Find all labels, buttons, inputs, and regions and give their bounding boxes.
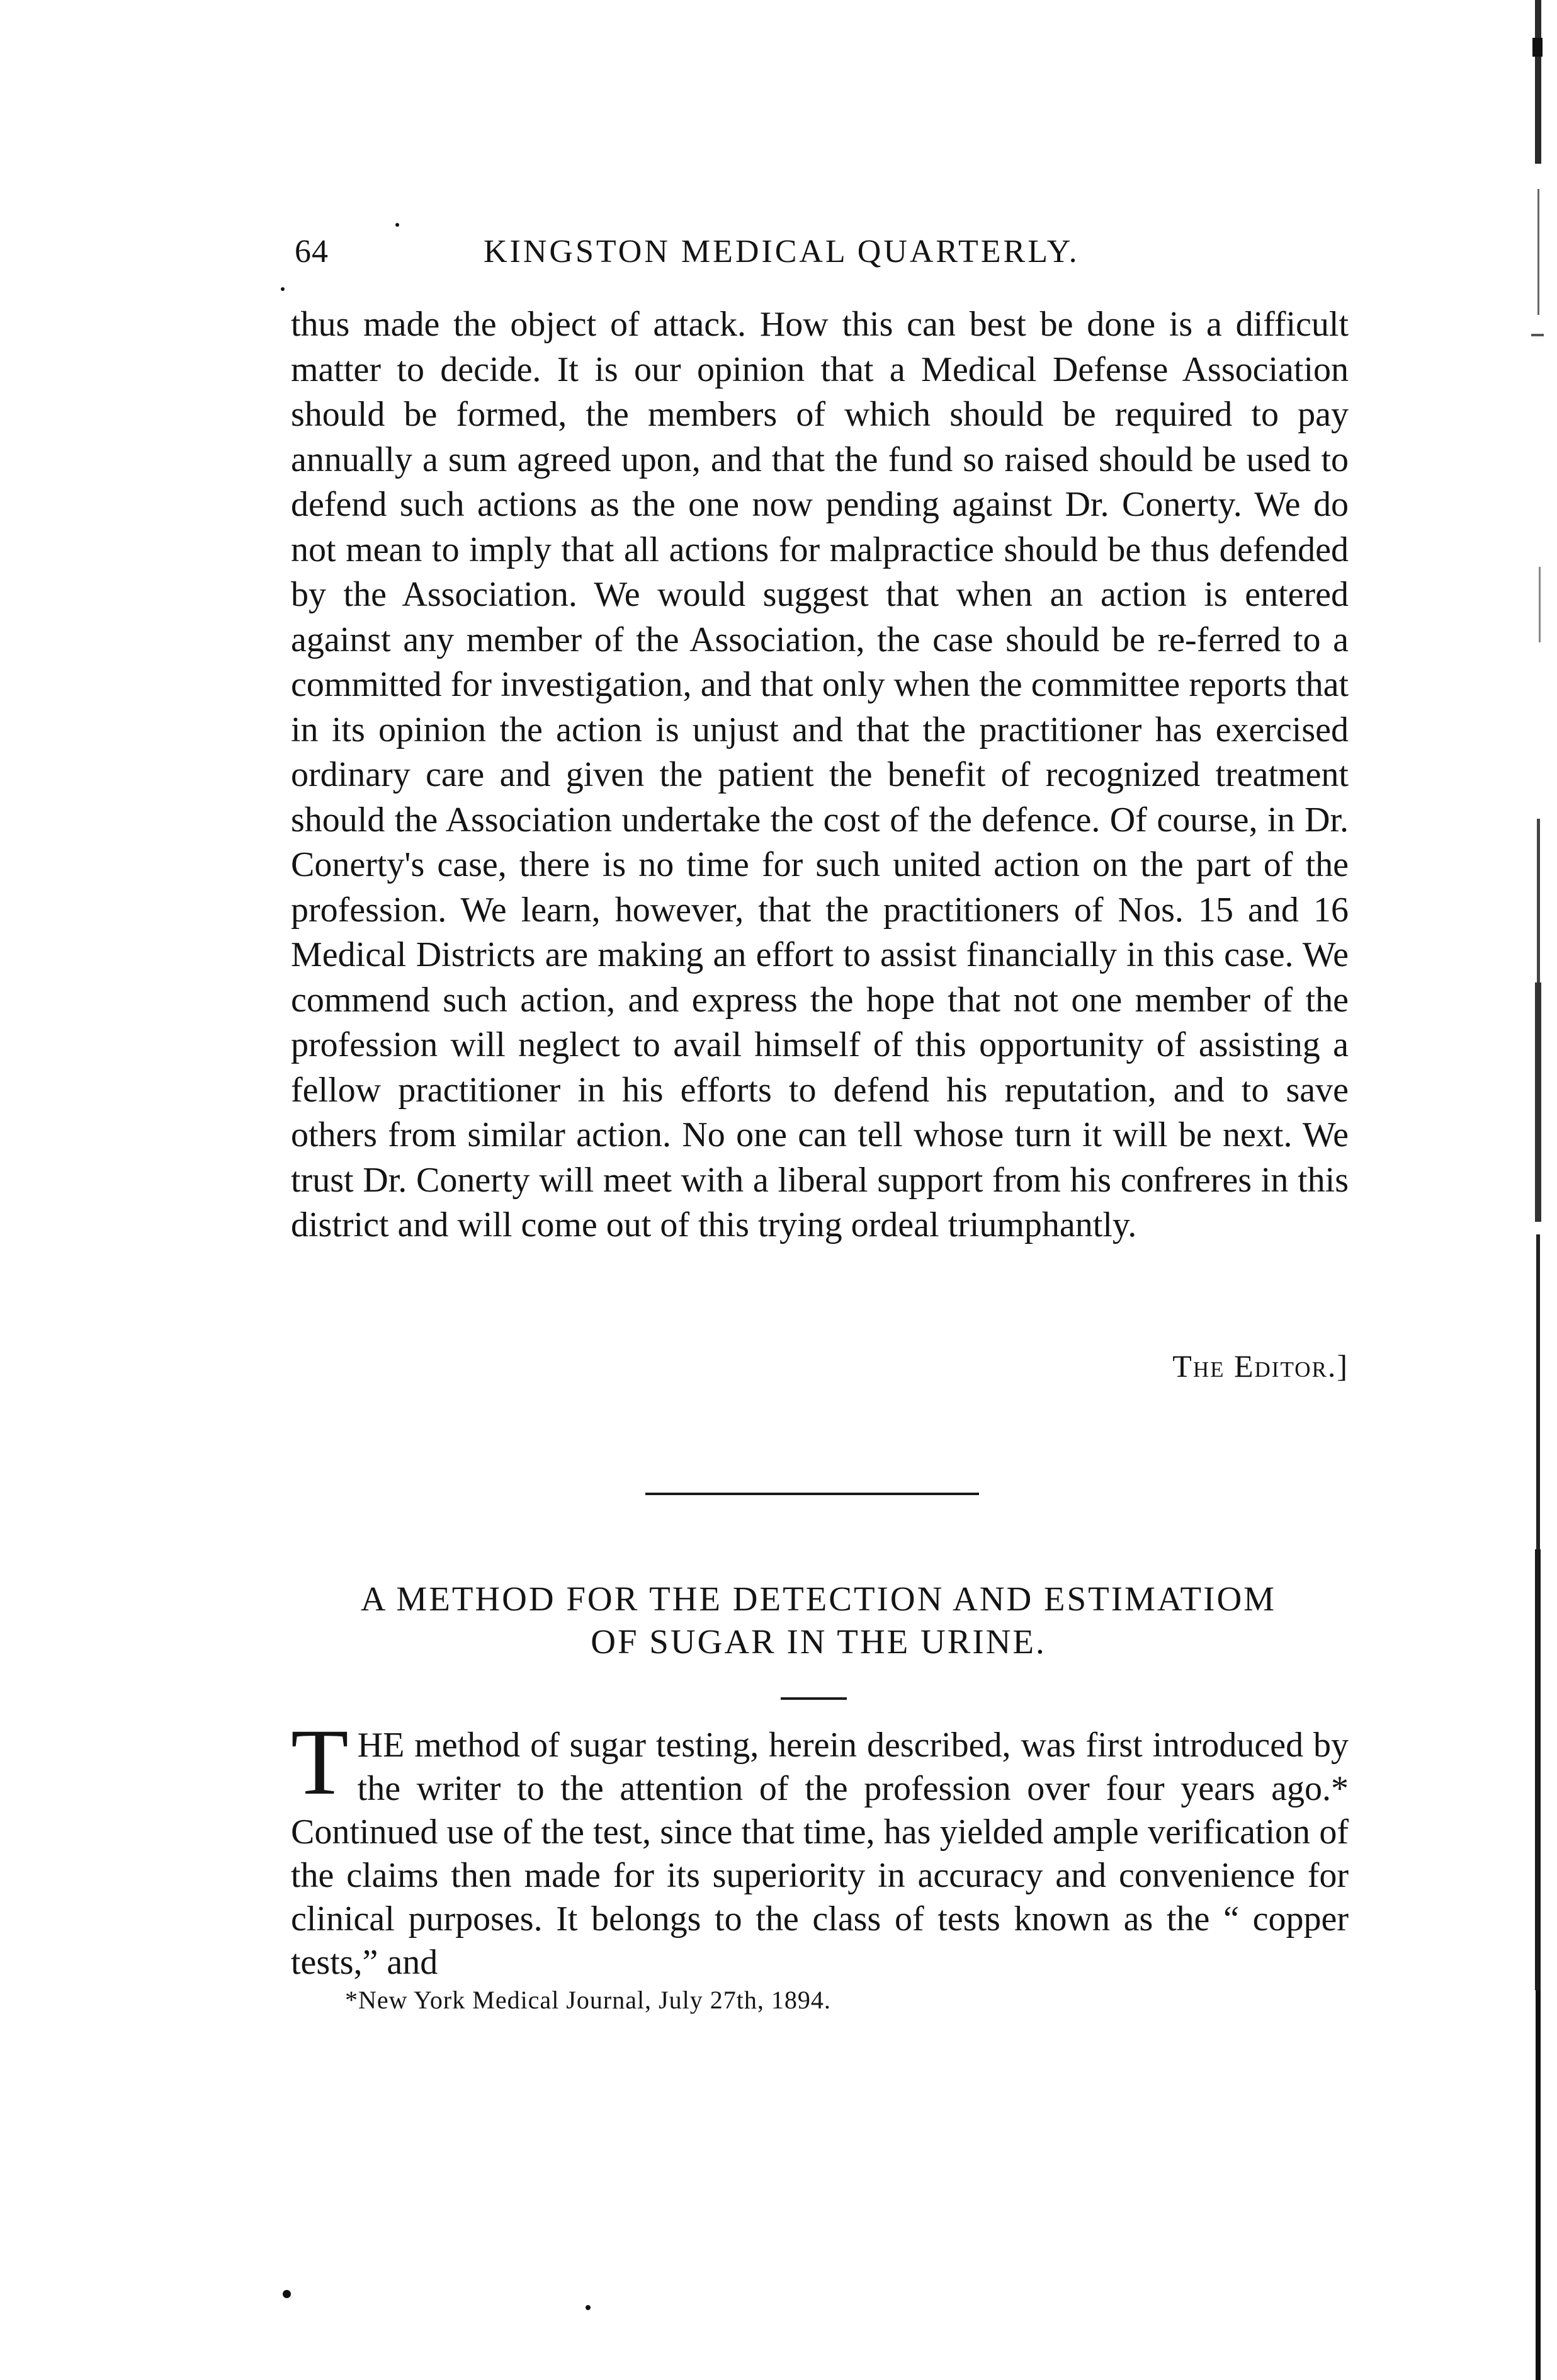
page-number: 64	[295, 234, 329, 270]
article-body-text: HE method of sugar testing, herein described, was first introduced by the writer to the attention of the profession over four years ago.* Continued use of the test, since that time, has yielded ample verification of the claims then made for its superiority in accuracy and convenience for clinical purposes. It belongs to the class of tests known as the “ copper tests,” and	[291, 1726, 1349, 1982]
print-speck	[395, 223, 399, 227]
print-speck	[586, 2305, 591, 2310]
article-title-line-1: A METHOD FOR THE DETECTION AND ESTIMATIOM	[360, 1580, 1277, 1618]
footnote: *New York Medical Journal, July 27th, 1894.	[345, 1986, 831, 2014]
editor-signature: The Editor.]	[1172, 1348, 1349, 1384]
section-divider	[645, 1493, 979, 1495]
title-rule	[781, 1697, 847, 1700]
editorial-paragraph: thus made the object of attack. How this can best be done is a difficult matter to decide. It is our opinion that a Medical Defense Association should be formed, the members of which should be required to pay annually a sum agreed upon, and that the fund so raised should be used to defend such actions as the one now pending against Dr. Conerty. We do not mean to imply that all actions for malpractice should be thus defended by the Association. We would suggest that when an action is entered against any member of the Association, the case should be re-ferred to a committed for investigation, and that only when the committee reports that in its opinion the action is unjust and that the practitioner has exercised ordinary care and given the patient the benefit of recognized treatment should the Association undertake the cost of the defence. Of course, in Dr. Conerty's case, there is no time for such united action on the part of the profession. We learn, however, that the practitioners of Nos. 15 and 16 Medical Districts are making an effort to assist financially in this case. We commend such action, and express the hope that not one member of the profession will neglect to avail himself of this opportunity of assisting a fellow practitioner in his efforts to defend his reputation, and to save others from similar action. No one can tell whose turn it will be next. We trust Dr. Conerty will meet with a liberal support from his confreres in this district and will come out of this trying ordeal triumphantly.	[291, 305, 1349, 1244]
print-speck	[283, 2290, 291, 2298]
drop-cap: T	[291, 1710, 349, 1814]
running-head	[295, 233, 1346, 283]
article-title	[277, 1578, 1360, 1663]
article-body	[291, 1710, 1349, 1984]
print-speck	[281, 287, 285, 291]
article-title-line-2: OF SUGAR IN THE URINE.	[591, 1622, 1046, 1661]
scan-edge-artifact	[1519, 0, 1550, 2380]
journal-title: KINGSTON MEDICAL QUARTERLY.	[484, 234, 1080, 270]
